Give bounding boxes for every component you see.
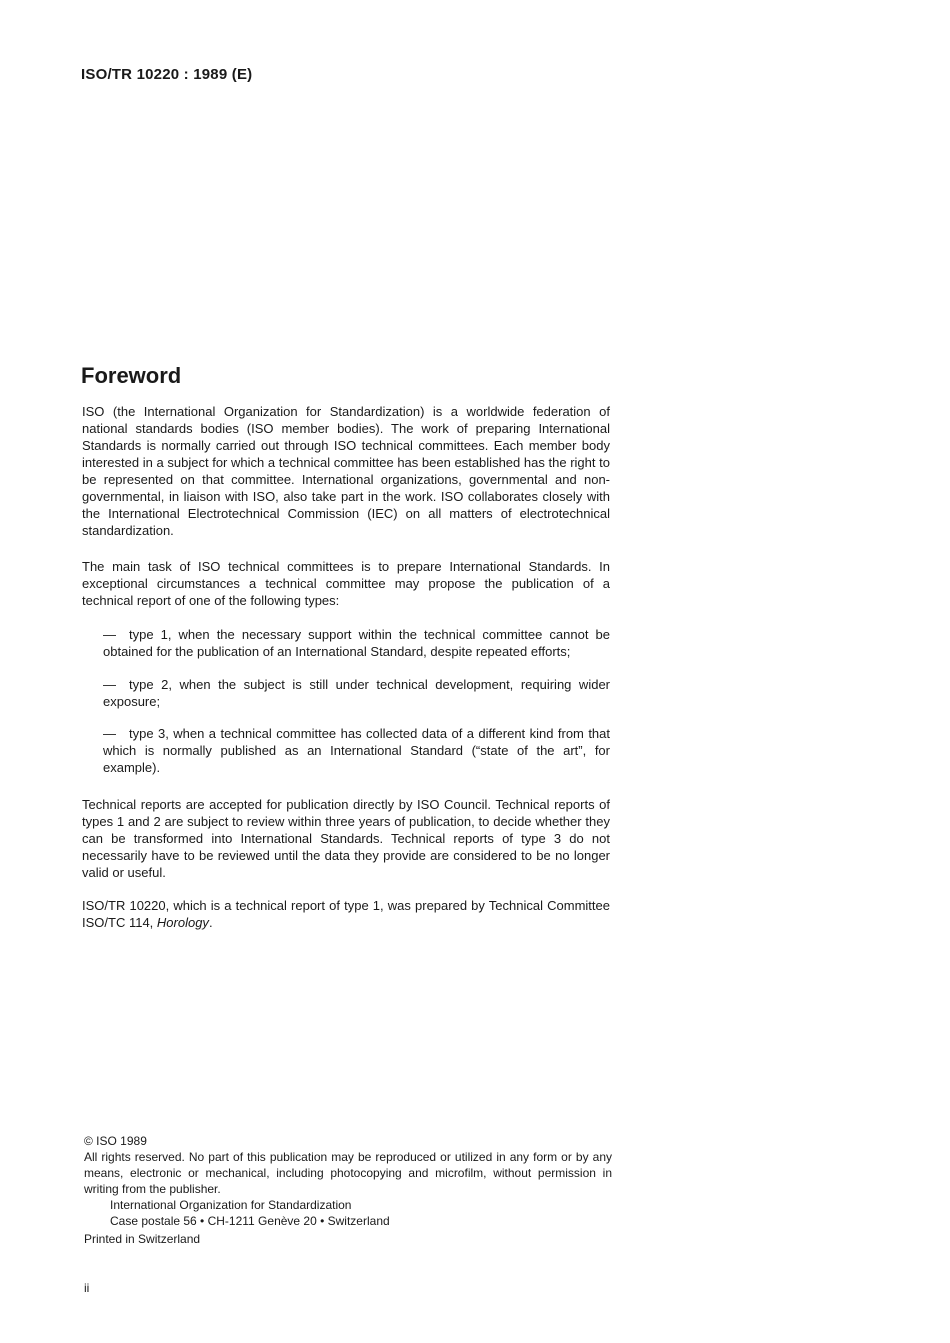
list-item [103,725,610,776]
list-dash: — [103,726,116,741]
foreword-paragraph-4 [82,897,610,931]
paragraph-4-end: . [208,915,213,930]
list-item-text: type 2, when the subject is still under technical development, requiring wider exposure; [103,677,610,709]
list-item [103,626,610,660]
committee-title: Horology [156,915,209,930]
list-dash: — [103,627,116,642]
page-number: ii [84,1281,90,1295]
list-item-text: type 3, when a technical committee has collected data of a different kind from that which is normally published as an International Standard (“state of the art”, for example). [103,726,610,775]
rights-statement: All rights reserved. No part of this publication may be reproduced or utilized in any form or by any means, electronic or mechanical, including photocopying and microfilm, without permission in writing from the publisher. [84,1150,612,1196]
list-item [103,676,610,710]
printed-location: Printed in Switzerland [84,1232,201,1246]
foreword-paragraph-2: The main task of ISO technical committees is to prepare International Standards. In exceptional circumstances a technical committee may propose the publication of a technical report of one of the following types: [82,559,610,608]
paragraph-4-text: ISO/TR 10220, which is a technical report of type 1, was prepared by Technical Committee ISO/TC 114, [82,898,610,930]
document-code: ISO/TR 10220 : 1989 (E) [81,66,253,83]
foreword-paragraph-1: ISO (the International Organization for Standardization) is a worldwide federation of national standards bodies (ISO member bodies). The work of preparing International Standards is normally carried out through ISO technical committees. Each member body interested in a subject for which a technical committee has been established has the right to be represented on that committee. International organizations, governmental and non-governmental, in liaison with ISO, also take part in the work. ISO collaborates closely with the International Electrotechnical Commission (IEC) on all matters of electrotechnical standardization. [82,404,610,538]
organization-name: International Organization for Standardization [110,1198,352,1212]
copyright-block [84,1133,612,1247]
copyright-notice: © ISO 1989 [84,1134,147,1148]
list-item-text: type 1, when the necessary support within the technical committee cannot be obtained for the publication of an International Standard, despite repeated efforts; [103,627,610,659]
section-title: Foreword [81,363,182,388]
foreword-paragraph-3: Technical reports are accepted for publication directly by ISO Council. Technical reports of types 1 and 2 are subject to review within three years of publication, to decide whether they can be transformed into International Standards. Technical reports of type 3 do not necessarily have to be reviewed until the data they provide are considered to be no longer valid or useful. [82,797,610,880]
list-dash: — [103,677,116,692]
organization-address: Case postale 56 • CH-1211 Genève 20 • Switzerland [110,1214,390,1228]
